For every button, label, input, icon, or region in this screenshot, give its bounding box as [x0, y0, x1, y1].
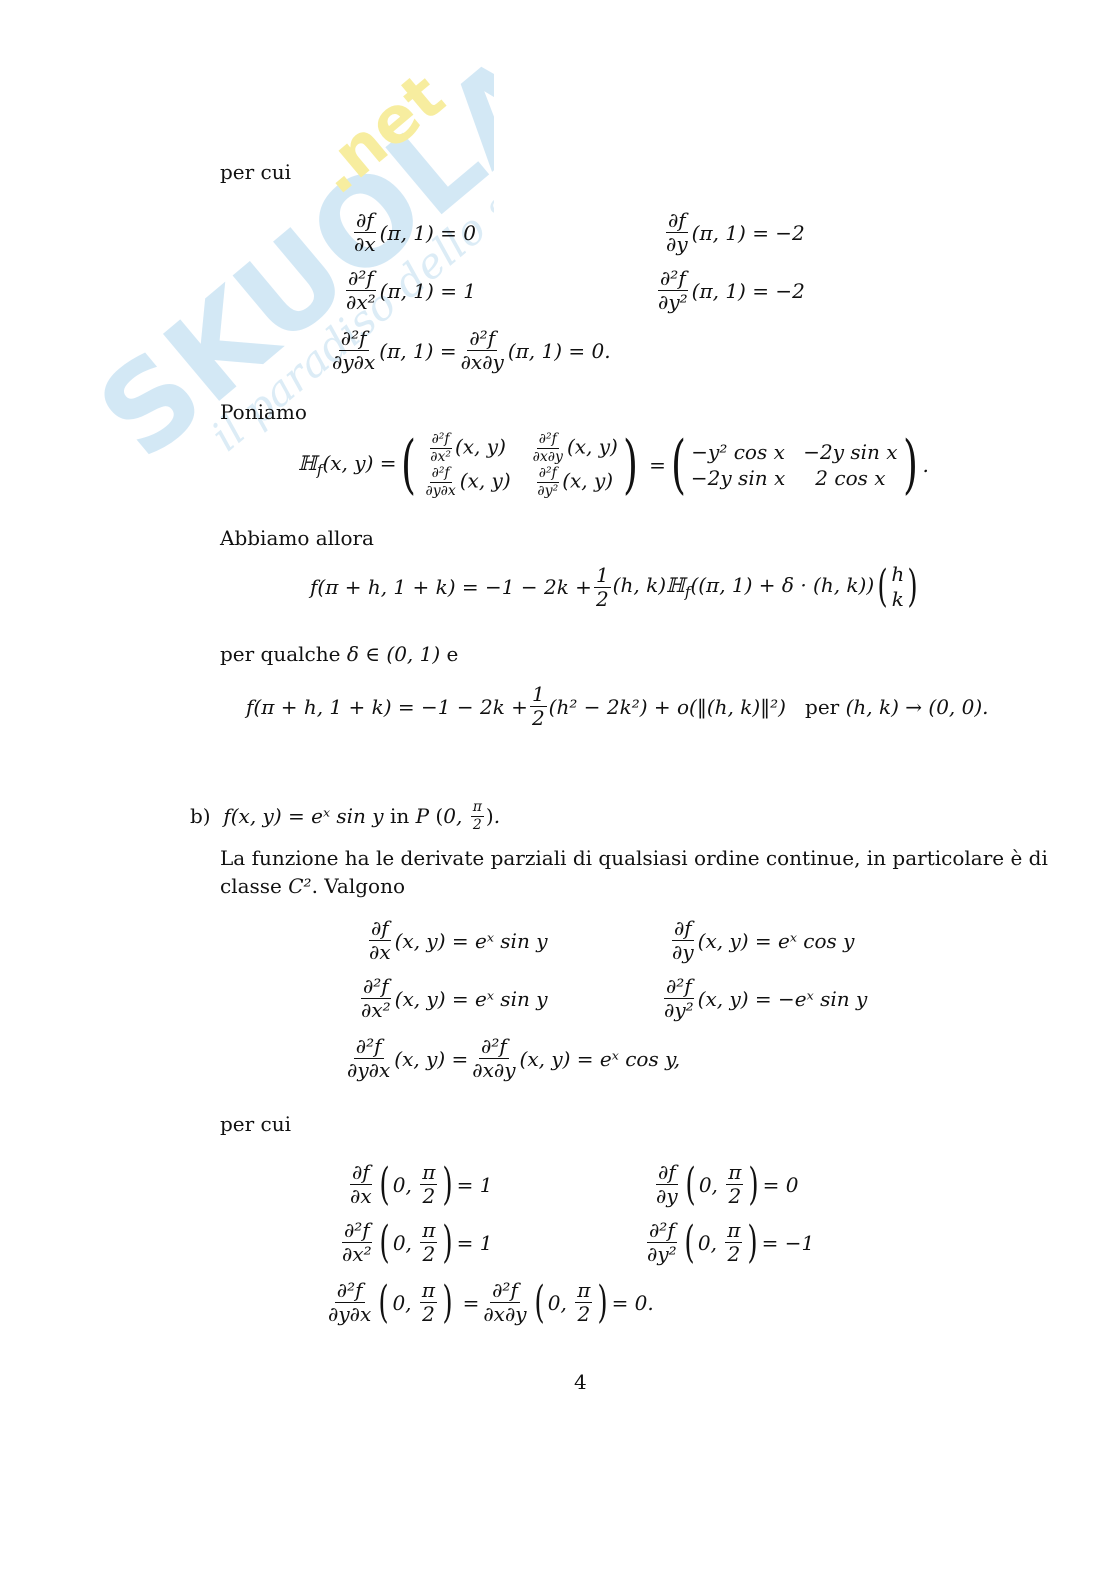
eq-hessian: ℍ$_f$(x, y) = ( $\frac{\text{∂²f}}{\text{∂x²}}$ (x, y) $\frac{\text{∂²f}}{\partial x\partial y}$ (x, y) $\frac{\text{∂²f}}{\partial y\partial x}$ (x, y) $\frac{\text{∂²f}}{\text{∂y²}}$ (x, y) ) = ( −y² cos x −2y sin x −2y sin x 2 cos x ) . [298, 428, 929, 503]
eq-fy-xy: $\frac{\partial f}{\partial y}$ (x, y) = eˣ cos y [672, 916, 855, 964]
eq-fyy-xy: $\frac{\text{∂²f}}{\text{∂y²}}$ (x, y) = −eˣ sin y [664, 974, 868, 1022]
eq-fxy-pi: $\frac{\text{∂²f}}{\partial y\partial x}$ (π, 1) = $\frac{\text{∂²f}}{\partial x\partial y}$ (π, 1) = 0. [332, 326, 611, 374]
eq-fxy-xy: $\frac{\text{∂²f}}{\partial y\partial x}$ (x, y) = $\frac{\text{∂²f}}{\partial x\partial y}$ (x, y) = eˣ cos y, [347, 1034, 681, 1082]
eq-taylor-peano: f(π + h, 1 + k) = −1 − 2k + $\frac{1}{2}$ (h² − 2k²) + o(‖(h, k)‖²) per (h, k) → (0, 0). [246, 682, 989, 730]
watermark-tagline-text: il paradiso dello studente [201, 75, 494, 460]
page-number: 4 [574, 1370, 587, 1394]
eq-fyy-pi: $\frac{\text{∂²f}}{\text{∂y²}}$ (π, 1) = −2 [658, 266, 805, 314]
eq-taylor-lagrange: f(π + h, 1 + k) = −1 − 2k + $\frac{1}{2}$ (h, k)ℍ$_f$((π, 1) + δ · (h, k)) ( h k ) [310, 561, 918, 612]
eq-fy-p: $\frac{\partial f}{\partial y}$ ( 0, $\frac{\pi}{2}$ ) = 0 [656, 1158, 799, 1210]
eq-fx-p: $\frac{\partial f}{\partial x}$ ( 0, $\frac{\pi}{2}$ ) = 1 [350, 1158, 493, 1210]
eq-fxy-p: $\frac{\text{∂²f}}{\partial y\partial x}$ ( 0, $\frac{\pi}{2}$ ) = $\frac{\text{∂²f}}{\partial x\partial y}$ ( 0, $\frac{\pi}{2}$ ) = 0. [328, 1276, 654, 1328]
intro-abbiamo: Abbiamo allora [220, 526, 374, 550]
part-b-header: b) f(x, y) = eˣ sin y in P ( 0, $\frac{\pi}{2}$ ) . [190, 799, 501, 833]
intro-per-cui-2: per cui [220, 1112, 292, 1136]
eq-fy-pi: $\frac{\partial f}{\partial y}$ (π, 1) = −2 [666, 208, 805, 256]
part-b-text-line2: classe C². Valgono [220, 874, 405, 898]
intro-per-qualche: per qualche δ ∈ (0, 1) e [220, 642, 459, 666]
watermark-tld-text: .net [300, 59, 459, 209]
part-b-text-line1: La funzione ha le derivate parziali di qualsiasi ordine continue, in particolare è di [220, 846, 1048, 870]
intro-per-cui: per cui [220, 160, 292, 184]
eq-fxx-pi: $\frac{\text{∂²f}}{\text{∂x²}}$ (π, 1) = 1 [346, 266, 477, 314]
eq-fx-xy: $\frac{\partial f}{\partial x}$ (x, y) = eˣ sin y [369, 916, 548, 964]
watermark-brand-text: SKUOLA [73, 40, 494, 460]
intro-poniamo: Poniamo [220, 400, 307, 424]
eq-fxx-xy: $\frac{\text{∂²f}}{\text{∂x²}}$ (x, y) = eˣ sin y [361, 974, 548, 1022]
eq-fx-pi: $\frac{\partial f}{\partial x}$ (π, 1) = 0 [354, 208, 477, 256]
eq-fxx-p: $\frac{\text{∂²f}}{\text{∂x²}}$ ( 0, $\frac{\pi}{2}$ ) = 1 [342, 1216, 493, 1268]
eq-fyy-p: $\frac{\text{∂²f}}{\text{∂y²}}$ ( 0, $\frac{\pi}{2}$ ) = −1 [647, 1216, 815, 1268]
